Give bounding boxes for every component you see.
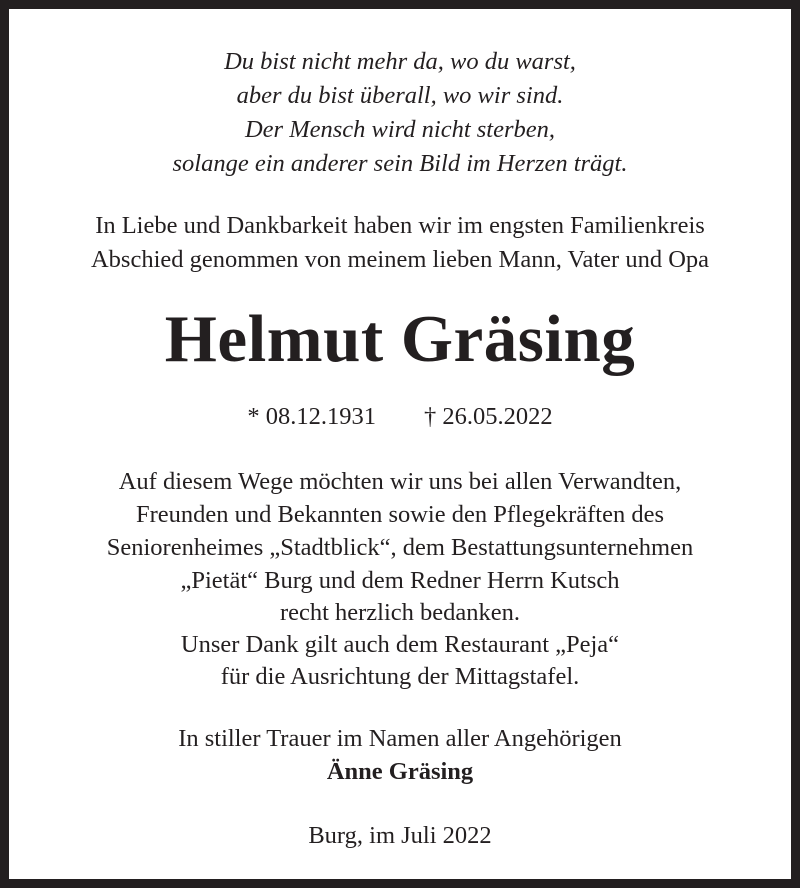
- poem-line: Der Mensch wird nicht sterben,: [244, 116, 556, 143]
- signer-name: Änne Gräsing: [326, 758, 474, 785]
- death-date: † 26.05.2022: [424, 403, 553, 430]
- birth-date: * 08.12.1931: [247, 403, 376, 430]
- thanks-line: Auf diesem Wege möchten wir uns bei allen Verwandten,: [118, 468, 682, 495]
- poem-line: aber du bist überall, wo wir sind.: [236, 82, 564, 109]
- thanks-line: Freunden und Bekannten sowie den Pflegekräften des: [136, 501, 664, 528]
- mourning-line: In stiller Trauer im Namen aller Angehörigen: [178, 725, 622, 752]
- place-date: Burg, im Juli 2022: [308, 822, 492, 849]
- life-dates: [18, 402, 782, 432]
- intro-line: Abschied genommen von meinem lieben Mann, Vater und Opa: [90, 246, 710, 273]
- deceased-name: Helmut Gräsing: [164, 302, 636, 376]
- thanks-line: recht herzlich bedanken.: [279, 599, 521, 626]
- intro-line: In Liebe und Dankbarkeit haben wir im engsten Familienkreis: [95, 212, 705, 239]
- thanks-line: Seniorenheimes „Stadtblick“, dem Bestattungsunternehmen: [106, 534, 694, 561]
- poem-line: solange ein anderer sein Bild im Herzen trägt.: [172, 150, 628, 177]
- thanks-line: für die Ausrichtung der Mittagstafel.: [220, 663, 580, 690]
- poem-line: Du bist nicht mehr da, wo du warst,: [224, 48, 576, 75]
- thanks-line: „Pietät“ Burg und dem Redner Herrn Kutsch: [180, 567, 620, 594]
- thanks-line: Unser Dank gilt auch dem Restaurant „Peja“: [180, 631, 620, 658]
